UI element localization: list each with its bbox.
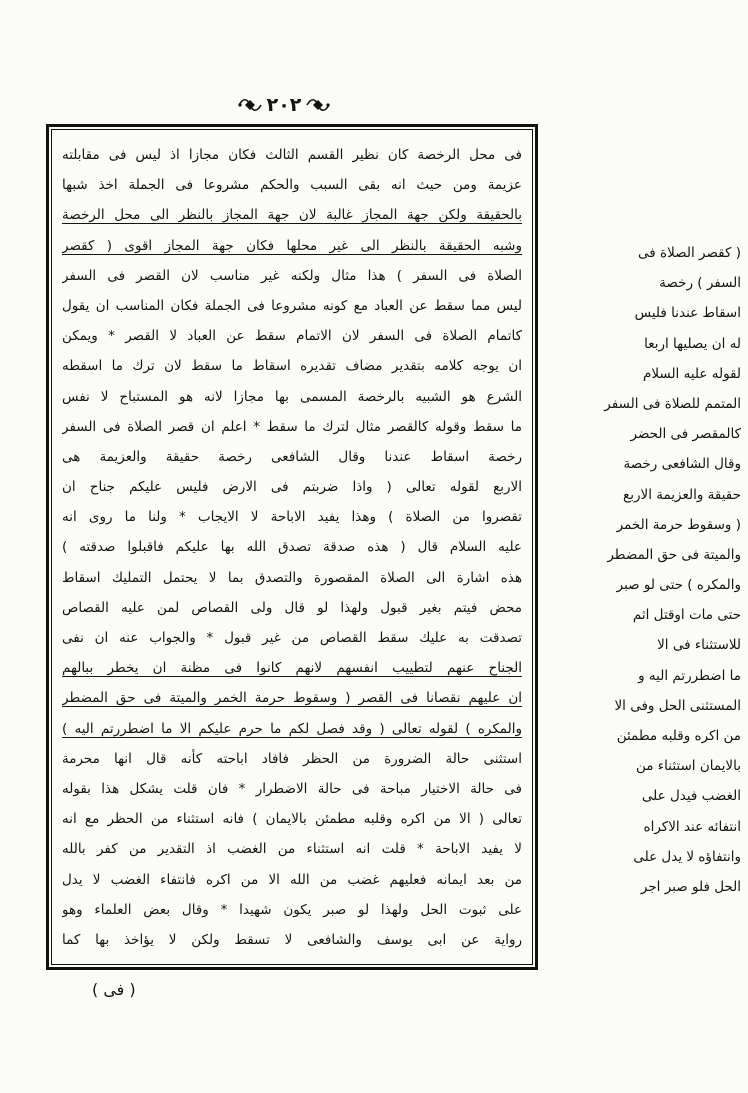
- main-text-line: فى محل الرخصة كان نظير القسم الثالث فكان مجازا اذ ليس فى مقابلته: [62, 147, 522, 163]
- main-text-line: كاتمام الصلاة فى السفر لان الاتمام سقط عن العباد لا القصر * ويمكن: [62, 328, 522, 345]
- main-text-line: استثنى حالة الضرورة من الحظر فافاد اباحته كأنه قال انها محرمة: [62, 750, 522, 767]
- margin-note-line: له ان يصليها اربعا: [644, 335, 741, 352]
- main-text-line: على ثبوت الحل ولهذا لو صبر يكون شهيدا * وقال بعض العلماء وهو: [62, 901, 522, 918]
- main-text-line: عزيمة ومن حيث انه بقى السبب والحكم مشروعا فى الجملة اخذ شبها: [62, 177, 522, 194]
- main-text: [62, 140, 522, 955]
- margin-note-line: بالايمان استثناء من: [636, 758, 741, 775]
- main-text-line: هذه اشارة الى الصلاة المقصورة والتصدق بما لا يحتمل التمليك اسقاط: [62, 569, 522, 586]
- margin-note-line: لقوله عليه السلام: [642, 365, 741, 382]
- page-number: ٢٠٢: [266, 94, 302, 116]
- margin-note-line: انتفائه عند الاكراه: [643, 818, 741, 835]
- main-text-line: رواية عن ابى يوسف والشافعى لا تسقط ولكن لا يؤاخذ بها كما: [62, 931, 522, 948]
- main-text-line: الجناح عنهم لتطييب انفسهم لانهم كانوا فى مظنة ان يخطر ببالهم: [62, 660, 522, 677]
- main-text-line: والمكره ) لقوله تعالى ( وقد فصل لكم ما حرم عليكم الا ما اضطررتم اليه ): [62, 720, 522, 737]
- main-text-line: ان عليهم نقصانا فى القصر ( وسقوط حرمة الخمر والميتة فى حق المضطر: [62, 690, 522, 707]
- margin-note-line: والميتة فى حق المضطر: [607, 546, 741, 563]
- main-text-line: تصدقت به عليك سقط القصاص من غير قبول * والجواب عنه ان نفى: [62, 630, 522, 646]
- margin-note-line: كالمقصر فى الحضر: [630, 426, 741, 443]
- margin-note-line: المستثنى الحل وفى الا: [614, 697, 741, 714]
- margin-note-line: ( كقصر الصلاة فى: [638, 245, 741, 261]
- main-text-line: ليس مما سقط عن العباد مع كونه مشروعا فى الجملة فكان المناسب ان يقول: [62, 297, 522, 314]
- margin-note-line: السفر ) رخصة: [659, 275, 741, 292]
- main-text-line: بالحقيقة ولكن جهة المجاز غالبة لان جهة المجاز بالنظر الى محل الرخصة: [62, 207, 522, 224]
- margin-note-line: اسقاط عندنا فليس: [634, 305, 741, 322]
- ornament-icon: [305, 96, 331, 114]
- main-text-line: الصلاة فى السفر ) هذا مثال ولكنه غير مناسب لان القصر فى السفر: [62, 267, 522, 284]
- main-text-frame: [46, 124, 538, 970]
- margin-note-line: وانتفاؤه لا يدل على: [633, 848, 741, 865]
- main-text-line: الشرع هو الشبيه بالرخصة المسمى بها مجازا لانه هو المستباح لا نفس: [62, 388, 522, 405]
- margin-note-line: وقال الشافعى رخصة: [623, 456, 741, 473]
- margin-commentary: [541, 238, 741, 902]
- main-text-line: عليه السلام قال ( هذه صدقة تصدق الله بها عليكم فاقبلوا صدقته ): [62, 539, 522, 556]
- main-text-line: وشبه الحقيقة بالنظر الى غير محلها فكان جهة المجاز اقوى ( كقصر: [62, 237, 522, 254]
- margin-note-line: ( وسقوط حرمة الخمر: [616, 516, 741, 533]
- main-text-line: تقصروا من الصلاة ) وهذا يفيد الاباحة لا الايجاب * ولنا ما روى انه: [62, 509, 522, 526]
- page-header: [232, 92, 336, 118]
- main-text-line: من بعد ايمانه فعليهم غضب من الله الا من اكره فانتفاء الغضب لا يدل: [62, 871, 522, 888]
- margin-note-line: ما اضطررتم اليه و: [638, 667, 741, 684]
- main-text-line: محض فيتم بغير قبول ولهذا لو قال ولى القصاص لمن عليه القصاص: [62, 599, 522, 616]
- catchword: ( فى ): [92, 980, 136, 999]
- main-text-line: تعالى ( الا من اكره وقلبه مطمئن بالايمان ) فانه استثناء من الحظر مع انه: [62, 811, 522, 828]
- margin-note-line: والمكره ) حتى لو صبر: [616, 577, 741, 594]
- main-text-line: الاربع لقوله تعالى ( واذا ضربتم فى الارض فليس عليكم جناح ان: [62, 479, 522, 496]
- margin-note-line: حتى مات اوقتل اثم: [632, 607, 741, 624]
- margin-note-line: للاستثناء فى الا: [657, 637, 741, 654]
- margin-note-line: الغضب فيدل على: [641, 788, 741, 805]
- main-text-line: لا يفيد الاباحة * قلت انه استثناء من الغضب اذ التقدير من كفر بالله: [62, 841, 522, 858]
- main-text-line: ما سقط وقوله كالقصر مثال لترك ما سقط * اعلم ان قصر الصلاة فى السفر: [62, 418, 522, 435]
- margin-note-line: حقيقة والعزيمة الاربع: [623, 486, 741, 503]
- main-text-line: ان يوجه كلامه بتقدير مضاف تقديره اسقاط ما سقط لان ترك ما اسقطه: [62, 358, 522, 375]
- margin-note-line: الحل فلو صبر اجر: [640, 878, 741, 895]
- margin-note-line: المتمم للصلاة فى السفر: [604, 395, 741, 412]
- main-text-line: فى حالة الاختيار مباحة فى حالة الاضطرار * فان قلت يشكل هذا بقوله: [62, 780, 522, 797]
- ornament-icon: [237, 96, 263, 114]
- margin-note-line: من اكره وقلبه مطمئن: [616, 728, 741, 744]
- main-text-line: رخصة اسقاط عندنا وقال الشافعى رخصة حقيقة والعزيمة هى: [62, 448, 522, 465]
